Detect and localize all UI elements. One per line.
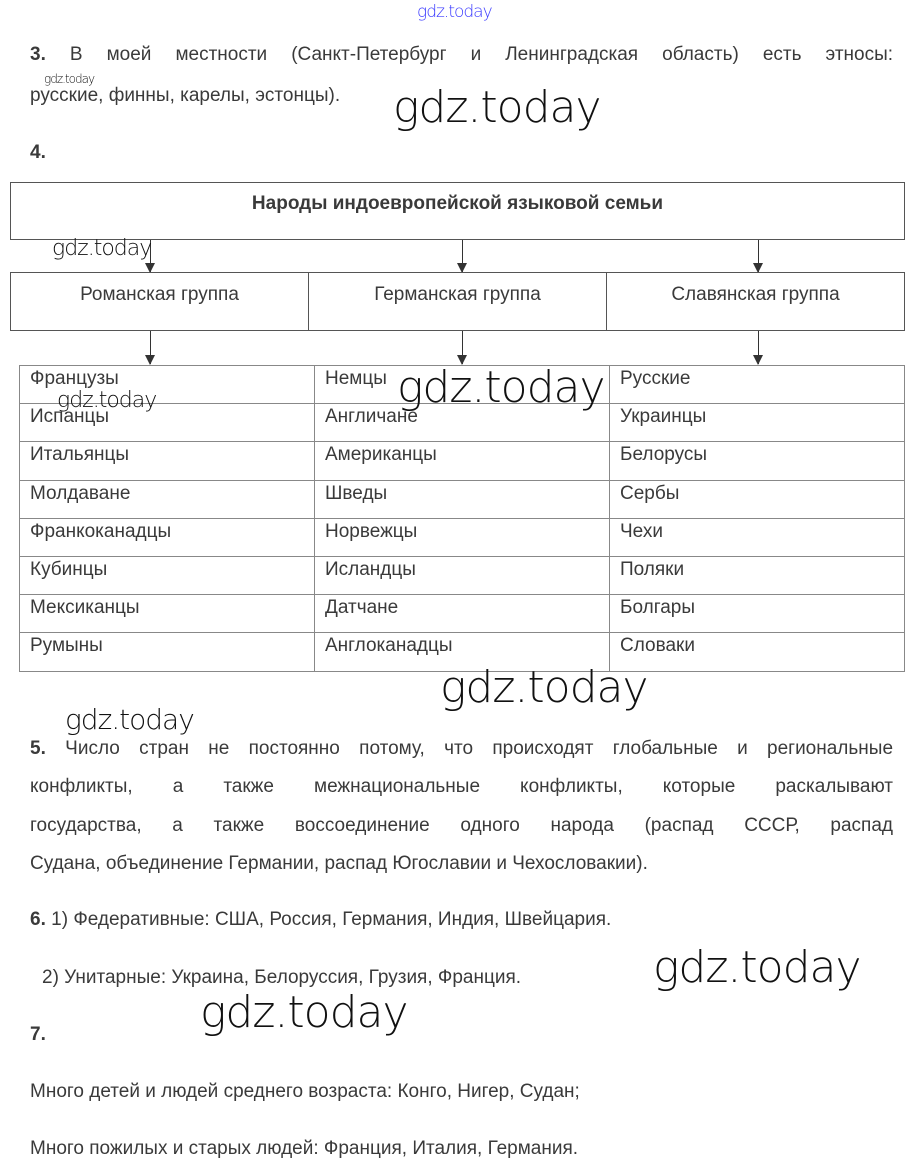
table-cell: Немцы bbox=[315, 366, 610, 404]
table-cell: Сербы bbox=[610, 480, 905, 518]
arrow-down-icon bbox=[462, 331, 463, 364]
question-7-line2: Много пожилых и старых людей: Франция, Италия, Германия. bbox=[30, 1138, 579, 1159]
table-cell: Кубинцы bbox=[20, 556, 315, 594]
table-cell: Поляки bbox=[610, 556, 905, 594]
table-row bbox=[20, 480, 905, 518]
federative-list: 1) Федеративные: США, Россия, Германия, Индия, Швейцария. bbox=[51, 909, 612, 930]
question-7-number: 7. bbox=[30, 1024, 46, 1045]
group-label: Славянская группа bbox=[671, 284, 840, 305]
table-cell: Франкоканадцы bbox=[20, 518, 315, 556]
table-cell: Шведы bbox=[315, 480, 610, 518]
table-cell: Американцы bbox=[315, 442, 610, 480]
diagram-title: Народы индоевропейской языковой семьи bbox=[251, 193, 664, 214]
arrow-down-icon bbox=[758, 240, 759, 272]
group-label: Германская группа bbox=[374, 284, 541, 305]
question-6-line1 bbox=[30, 910, 611, 930]
watermark-large: gdz.today bbox=[393, 82, 601, 133]
arrow-down-icon bbox=[758, 331, 759, 364]
question-3 bbox=[30, 45, 893, 65]
watermark-large: gdz.today bbox=[397, 362, 605, 413]
question-number: 6. bbox=[30, 909, 46, 930]
table-cell: Молдаване bbox=[20, 480, 315, 518]
table-cell: Испанцы bbox=[20, 404, 315, 442]
question-6-line2: 2) Унитарные: Украина, Белоруссия, Грузия, Франция. bbox=[42, 967, 522, 988]
question-7-line1: Много детей и людей среднего возраста: Конго, Нигер, Судан; bbox=[30, 1081, 580, 1102]
question-5-line: конфликты, а также межнациональные конфликты, которые раскалывают bbox=[30, 776, 893, 798]
diagram-root-box bbox=[10, 182, 905, 240]
table-cell: Датчане bbox=[315, 595, 610, 633]
table-row bbox=[20, 556, 905, 594]
table-cell: Украинцы bbox=[610, 404, 905, 442]
watermark-mid: gdz.today bbox=[57, 388, 157, 413]
table-row bbox=[20, 442, 905, 480]
watermark-large: gdz.today bbox=[440, 662, 648, 713]
table-cell: Словаки bbox=[610, 633, 905, 671]
question-5 bbox=[30, 730, 893, 883]
table-cell: Французы bbox=[20, 366, 315, 404]
watermark-large: gdz.today bbox=[653, 942, 861, 993]
table-cell: Англоканадцы bbox=[315, 633, 610, 671]
table-cell: Англичане bbox=[315, 404, 610, 442]
question-5-line: государства, а также воссоединение одного народа (распад СССР, распад bbox=[30, 814, 893, 836]
watermark-mid: gdz.today bbox=[65, 703, 194, 736]
table-cell: Итальянцы bbox=[20, 442, 315, 480]
group-box-romance bbox=[10, 272, 309, 331]
watermark-mid: gdz.today bbox=[52, 236, 152, 261]
arrow-down-icon bbox=[462, 240, 463, 272]
watermark-small: gdz.today bbox=[44, 72, 95, 86]
table-cell: Чехи bbox=[610, 518, 905, 556]
question-3-line2: русские, финны, карелы, эстонцы). bbox=[30, 85, 341, 106]
arrow-down-icon bbox=[150, 331, 151, 364]
table-cell: Русские bbox=[610, 366, 905, 404]
group-label: Романская группа bbox=[80, 284, 239, 305]
table-cell: Норвежцы bbox=[315, 518, 610, 556]
question-4-number: 4. bbox=[30, 142, 46, 163]
watermark-top: gdz.today bbox=[417, 2, 492, 22]
table-cell: Болгары bbox=[610, 595, 905, 633]
table-cell: Исландцы bbox=[315, 556, 610, 594]
question-3-line1: В моей местности (Санкт-Петербург и Ленинградская область) есть этносы: bbox=[69, 44, 894, 65]
table-cell: Белорусы bbox=[610, 442, 905, 480]
group-box-slavic bbox=[606, 272, 905, 331]
table-cell: Мексиканцы bbox=[20, 595, 315, 633]
watermark-large: gdz.today bbox=[200, 987, 408, 1038]
table-row bbox=[20, 518, 905, 556]
group-box-germanic bbox=[308, 272, 607, 331]
question-5-line: Судана, объединение Германии, распад Югославии и Чехословакии). bbox=[30, 852, 648, 874]
table-cell: Румыны bbox=[20, 633, 315, 671]
table-row bbox=[20, 595, 905, 633]
question-number: 3. bbox=[30, 44, 46, 65]
question-number: 5. bbox=[30, 738, 46, 759]
question-5-line: Число стран не постоянно потому, что происходят глобальные и региональные bbox=[65, 738, 894, 759]
